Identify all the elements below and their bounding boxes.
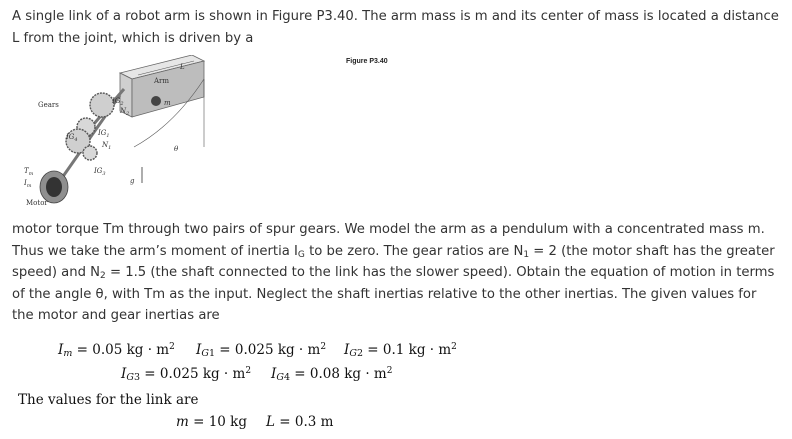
label-g: g [130, 177, 135, 185]
label-n1: $N_1$ [102, 141, 112, 151]
figure-caption: Figure P3.40 [346, 58, 388, 65]
label-motor: Motor [26, 199, 48, 207]
link-values-heading: The values for the link are [18, 392, 199, 408]
eq-length: L = 0.3 m [266, 414, 334, 430]
gear-g2 [90, 93, 114, 117]
label-theta: θ [174, 145, 179, 153]
problem-intro: A single link of a robot arm is shown in Figure P3.40. The arm mass is m and its center of mass is located a distance L from the joint, which is driven by a [12, 9, 779, 46]
label-l: L [180, 63, 185, 71]
label-ig3: $IG_3$ [94, 167, 106, 177]
gear-g3 [83, 146, 97, 160]
eq-ig3: $I_{G3} = 0.025$ kg · $m^2$ [121, 366, 252, 383]
robot-arm-diagram [24, 55, 444, 215]
problem-body: motor torque Tm through two pairs of spur gears. We model the arm as a pendulum with a concentrated mass m. Thus we take the arm’s moment of inertia $I_G$ to be zero. The gear ratios are $N_1 = 2$ (the motor shaft has the greater speed) and $N_2 = 1.5$ (the shaft connected to the link has the slower speed). Obtain the equation of motion in terms of the angle θ, with Tm as the input. Neglect the shaft inertias relative to the other inertias. The given values for the motor and gear inertias are [12, 222, 775, 324]
label-gears: Gears [38, 101, 59, 109]
label-arm: Arm [154, 77, 170, 85]
label-ig2: $IG_2$ [112, 97, 124, 107]
eq-im: $I_m = 0.05$ kg · $m^2$ [58, 342, 175, 359]
motor-face [46, 177, 62, 197]
label-n2: $N_2$ [120, 107, 130, 117]
label-m: m [164, 99, 171, 107]
eq-ig2: $I_{G2} = 0.1$ kg · $m^2$ [344, 342, 457, 359]
label-im: $I_m$ [24, 179, 32, 189]
arm-mass-dot [151, 96, 161, 106]
label-ig1: $IG_1$ [98, 129, 110, 139]
eq-ig1: $I_{G1} = 0.025$ kg · $m^2$ [196, 342, 327, 359]
robot-arm-figure [24, 55, 444, 215]
eq-ig4: $I_{G4} = 0.08$ kg · $m^2$ [271, 366, 393, 383]
label-tm: $T_m$ [24, 167, 34, 177]
eq-mass: m = 10 kg [176, 414, 248, 430]
label-ig4: $IG_4$ [66, 133, 78, 143]
